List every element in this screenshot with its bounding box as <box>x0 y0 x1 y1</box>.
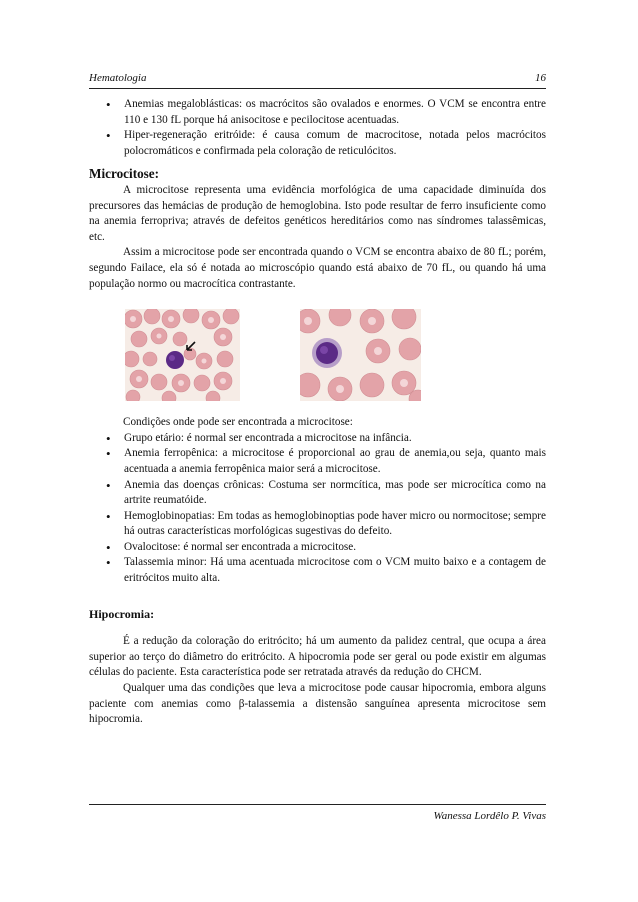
paragraph: Assim a microcitose pode ser encontrada quando o VCM se encontra abaixo de 80 fL; porém, segundo Failace, ela só é notada ao microscópio quando está abaixo de 70 fL, ou quando há uma população normo ou macrocítica contrastante. <box>89 246 546 290</box>
section-heading-microcitose: Microcitose: <box>89 166 160 182</box>
list-item: • Ovalocitose: é normal ser encontrada a microcitose. <box>89 540 546 556</box>
paragraph: É a redução da coloração do eritrócito; há um aumento da palidez central, que ocupa a área superior ao terço do diâmetro do eritrócito. A hipocromia pode ser geral ou pode existir em algumas células do paciente. Esta característica pode ser retratada através da redução do CHCM. <box>89 635 546 679</box>
list-item: • Anemia das doenças crônicas: Costuma ser normcítica, mas pode ser microcítica como na artrite reumatóide. <box>89 478 546 509</box>
paragraph: A microcitose representa uma evidência morfológica de uma capacidade diminuída dos precursores das hemácias de produção de hemoglobina. Isto pode resultar de ferro insuficiente como na anemia ferropriva; através de defeitos genéticos hereditários como nas síndromes talassêmicas, etc. <box>89 183 546 243</box>
list-item: • Anemias megaloblásticas: os macrócitos são ovalados e enormes. O VCM se encontra entre 110 e 130 fL porque há anisocitose e pecilocitose acentuadas. <box>89 97 546 128</box>
page-footer <box>89 804 546 822</box>
section-heading-hipocromia: Hipocromia: <box>89 606 155 621</box>
footer-author: Wanessa Lordêlo P. Vivas <box>433 810 546 822</box>
figure-row <box>89 309 546 405</box>
list-item: • Talassemia minor: Há uma acentuada microcitose com o VCM muito baixo e a contagem de eritrócitos muito alta. <box>89 555 546 586</box>
conditions-list <box>89 431 546 587</box>
list-item: • Hemoglobinopatias: Em todas as hemoglobinoptias pode haver micro ou normocitose; sempre há outras características morfológicas sugestivas do defeito. <box>89 509 546 540</box>
list-item: • Anemia ferropênica: a microcitose é proporcional ao grau de anemia,ou seja, quanto mais acentuada a anemia ferropênica maior será a microcitose. <box>89 446 546 477</box>
header-title: Hematologia <box>89 72 147 84</box>
list-item: • Grupo etário: é normal ser encontrada a microcitose na infância. <box>89 431 546 447</box>
paragraph: Qualquer uma das condições que leva a microcitose pode causar hipocromia, embora alguns paciente com anemias como β-talassemia a distensão sanguínea apresenta microcitose sem hipocromia. <box>89 682 546 726</box>
conditions-caption: Condições onde pode ser encontrada a microcitose: <box>123 416 353 429</box>
page-content <box>89 97 546 728</box>
blood-smear-image-2 <box>300 309 421 401</box>
blood-smear-image-1 <box>125 309 240 401</box>
page-number: 16 <box>535 72 546 84</box>
page-header <box>89 70 546 89</box>
top-bullet-list <box>89 97 546 159</box>
list-item: • Hiper-regeneração eritróide: é causa comum de macrocitose, notada pelos macrócitos polocromáticos e confirmada pela coloração de reticulócitos. <box>89 128 546 159</box>
